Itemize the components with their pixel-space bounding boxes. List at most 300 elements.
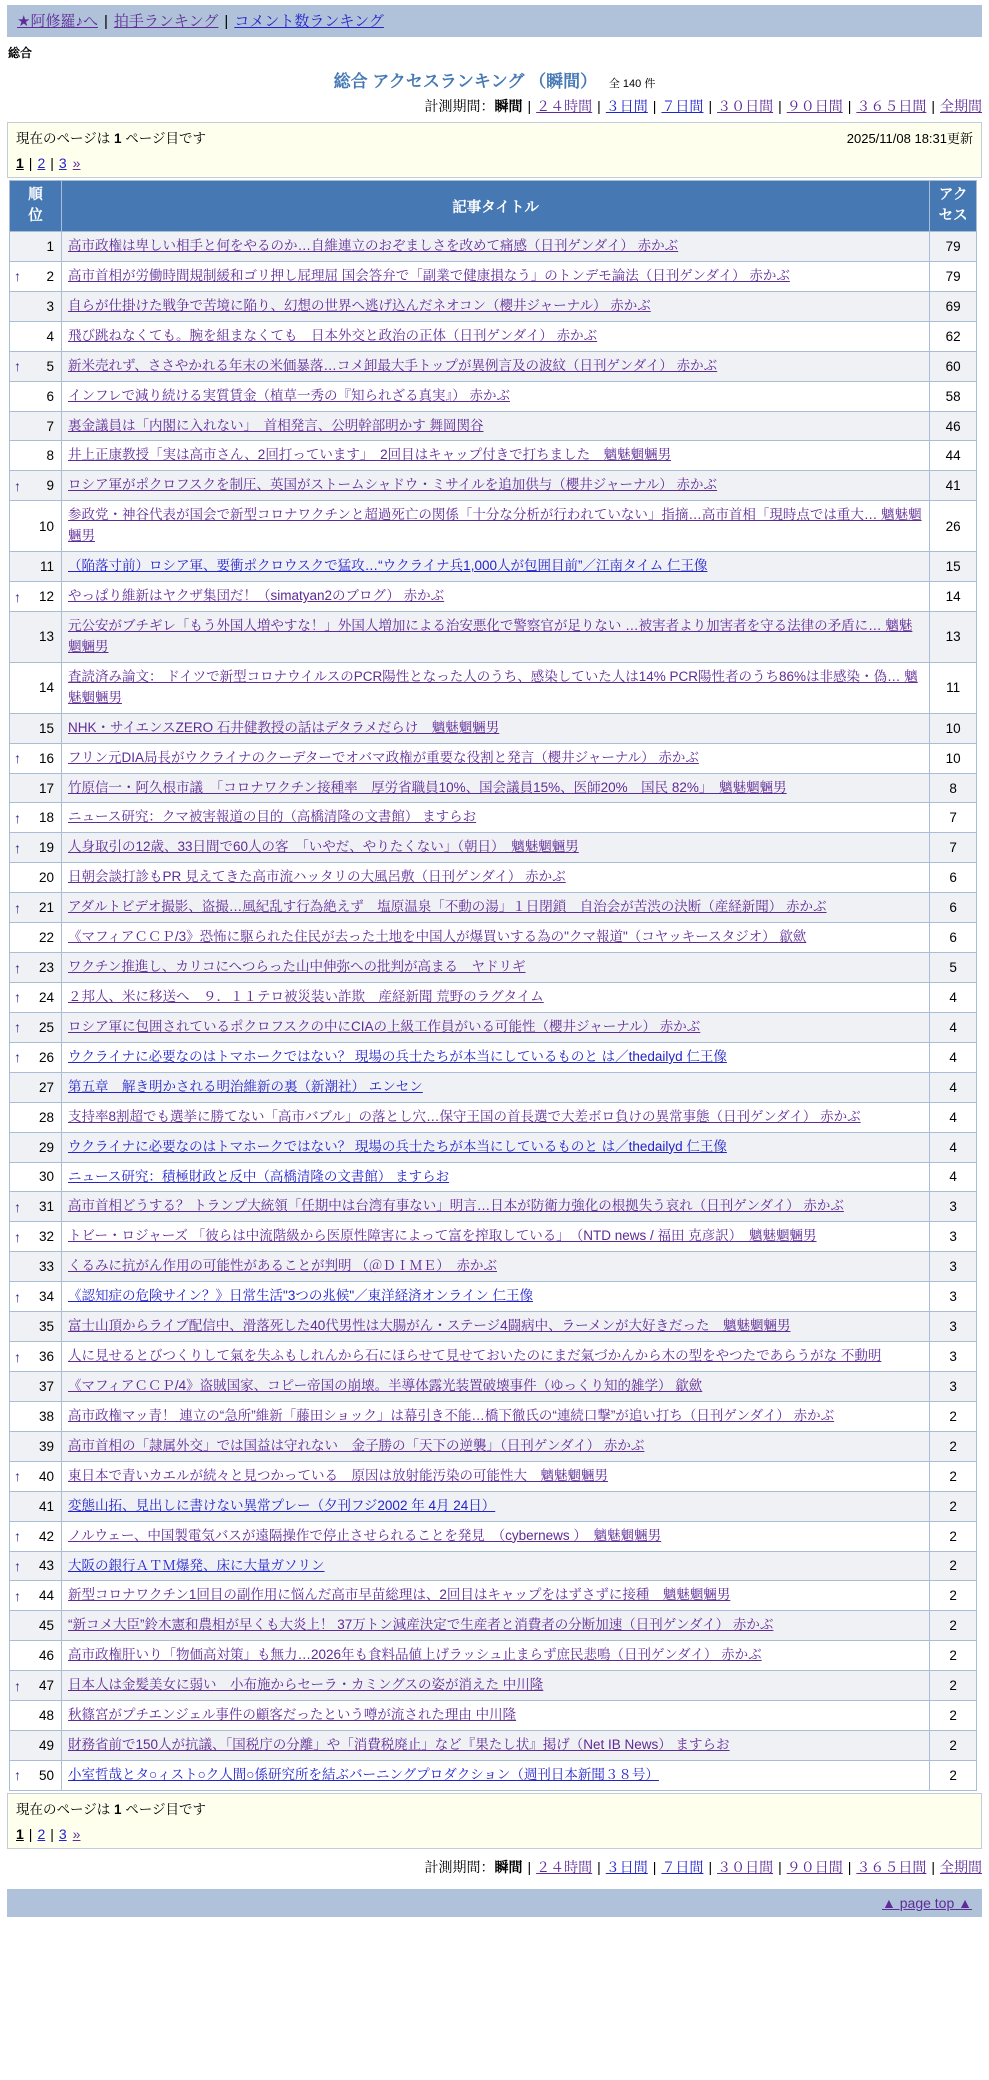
access-count: 62 xyxy=(930,321,977,351)
rank-cell xyxy=(10,501,62,552)
article-title-cell xyxy=(62,261,930,291)
article-title-cell xyxy=(62,1222,930,1252)
rank-cell xyxy=(10,1521,62,1551)
article-title-cell xyxy=(62,1401,930,1431)
access-count: 11 xyxy=(930,662,977,713)
table-row xyxy=(10,1671,977,1701)
rank-up-icon: ↑ xyxy=(14,1198,21,1215)
pagination-page-link[interactable]: 2 xyxy=(37,1825,46,1842)
article-link[interactable]: NHK・サイエンスZERO 石井健教授の話はデタラメだらけ 魑魅魍魎男 xyxy=(68,719,500,735)
rank-up-icon: ↑ xyxy=(14,477,21,494)
separator: | xyxy=(847,98,852,114)
article-title-cell xyxy=(62,1581,930,1611)
article-link[interactable]: ノルウェー、中国製電気バスが遠隔操作で停止させられることを発見 （cybernews ） 魑魅魍魎男 xyxy=(68,1527,662,1543)
top-link-comment-ranking[interactable]: コメント数ランキング xyxy=(234,13,384,30)
pagination-current-page[interactable]: 1 xyxy=(16,1825,24,1842)
rank-number: 38 xyxy=(38,1408,54,1424)
pagination-page-link[interactable]: 3 xyxy=(58,1825,67,1842)
rank-cell xyxy=(10,1641,62,1671)
article-link[interactable]: 第五章 解き明かされる明治維新の裏（新潮社） エンセン xyxy=(68,1078,423,1094)
rank-cell xyxy=(10,441,62,471)
rank-number: 31 xyxy=(38,1199,54,1215)
separator: | xyxy=(527,98,532,114)
rank-cell xyxy=(10,1162,62,1192)
access-count: 3 xyxy=(930,1222,977,1252)
article-title-cell xyxy=(62,1461,930,1491)
article-title-cell xyxy=(62,1162,930,1192)
rank-cell xyxy=(10,1371,62,1401)
access-count: 13 xyxy=(930,612,977,663)
article-link[interactable]: 元公安がブチギレ「もう外国人増やすな！」外国人増加による治安悪化で警察官が足りない …被害者より加害者を守る法律の矛盾に… 魑魅魍魎男 xyxy=(68,618,913,654)
rank-cell xyxy=(10,261,62,291)
rank-number: 44 xyxy=(38,1588,54,1604)
rank-cell xyxy=(10,1342,62,1372)
rank-number: 15 xyxy=(38,720,54,736)
access-count: 2 xyxy=(930,1671,977,1701)
rank-cell xyxy=(10,351,62,381)
table-row xyxy=(10,713,977,743)
rank-number: 49 xyxy=(38,1738,54,1753)
article-link[interactable]: 秋篠宮がプチエンジェル事件の顧客だったという噂が流された理由 中川隆 xyxy=(68,1707,517,1723)
table-row xyxy=(10,1701,977,1731)
access-count: 2 xyxy=(930,1551,977,1581)
access-count: 8 xyxy=(930,773,977,803)
separator: | xyxy=(652,1858,657,1875)
article-link[interactable]: 《マフィアＣＣＰ/4》盗賊国家、コピー帝国の崩壊。半導体露光装置破壊事件（ゆっくり知的雑学） 歙歛 xyxy=(68,1377,703,1393)
rank-up-icon: ↑ xyxy=(14,959,21,976)
rank-number: 19 xyxy=(38,840,54,856)
period-nav-label: 計測期間： xyxy=(424,98,495,114)
article-link[interactable]: 高市首相が労働時間規制緩和ゴリ押し屁理屈 国会答弁で「副業で健康損なう」のトンデモ論法（日刊ゲンダイ） 赤かぶ xyxy=(68,267,790,283)
article-title-cell xyxy=(62,1431,930,1461)
article-link[interactable]: 参政党・神谷代表が国会で新型コロナワクチンと超過死亡の関係「十分な分析が行われていない」指摘…高市首相「現時点では重大… 魑魅魍魎男 xyxy=(68,507,922,544)
table-row xyxy=(10,441,977,471)
rank-cell xyxy=(10,582,62,612)
article-title-cell xyxy=(62,411,930,441)
pagination-page-link[interactable]: 2 xyxy=(37,155,46,171)
period-nav-bottom xyxy=(7,1857,982,1877)
rank-number: 41 xyxy=(38,1498,54,1514)
page-title: 総合 アクセスランキング （瞬間） xyxy=(333,72,598,91)
article-title-cell xyxy=(62,291,930,321)
article-link[interactable]: 高市政権肝いり「物価高対策」も無力…2026年も食料品値上げラッシュ止まらず庶民悲鳴（日刊ゲンダイ） 赤かぶ xyxy=(68,1647,762,1663)
table-row xyxy=(10,1072,977,1102)
access-count: 46 xyxy=(930,411,977,441)
rank-cell xyxy=(10,1222,62,1252)
rank-number: 17 xyxy=(38,780,54,796)
rank-cell xyxy=(10,1760,62,1790)
rank-up-icon: ↑ xyxy=(14,1468,21,1485)
rank-up-icon: ↑ xyxy=(14,809,21,826)
table-row xyxy=(10,863,977,893)
rank-cell xyxy=(10,983,62,1013)
article-link[interactable]: 支持率8割超でも選挙に勝てない「高市バブル」の落とし穴…保守王国の首長選で大差ボロ負けの異常事態（日刊ゲンダイ） 赤かぶ xyxy=(68,1108,861,1124)
article-link[interactable]: くるみに抗がん作用の可能性があることが判明 （＠ＤＩＭＥ） 赤かぶ xyxy=(68,1258,497,1274)
period-link[interactable]: ３日間 xyxy=(605,1858,648,1875)
rank-cell xyxy=(10,552,62,582)
access-count: 4 xyxy=(930,983,977,1013)
separator: | xyxy=(50,1825,54,1842)
article-title-cell xyxy=(62,1072,930,1102)
article-title-cell xyxy=(62,1731,930,1761)
pagination-next-link[interactable]: » xyxy=(72,1825,81,1842)
rank-cell xyxy=(10,381,62,411)
table-row xyxy=(10,773,977,803)
access-count: 3 xyxy=(930,1282,977,1312)
rank-cell xyxy=(10,1701,62,1731)
table-row xyxy=(10,833,977,863)
rank-number: 12 xyxy=(38,589,54,605)
rank-up-icon: ↑ xyxy=(14,899,21,916)
article-link[interactable]: 日朝会談打診もPR 見えてきた高市流ハッタリの大風呂敷（日刊ゲンダイ） 赤かぶ xyxy=(68,869,566,885)
rank-cell xyxy=(10,713,62,743)
article-link[interactable]: 人に見せるとびつくりして氣を失ふもしれんから石にほらせて見せておいたのにまだ氣づかんから木の型をやつたであらうがな 不動明 xyxy=(68,1348,882,1364)
rank-up-icon: ↑ xyxy=(14,750,21,767)
article-title-cell xyxy=(62,1641,930,1671)
rank-number: 35 xyxy=(38,1319,54,1335)
article-title-cell xyxy=(62,582,930,612)
pagination-top xyxy=(16,155,973,171)
article-link[interactable]: 日本人は金髪美女に弱い＿小布施からセーラ・カミングスの姿が消えた 中川隆 xyxy=(68,1677,544,1693)
article-title-cell xyxy=(62,471,930,501)
access-count: 10 xyxy=(930,713,977,743)
period-nav-label: 計測期間： xyxy=(424,1858,495,1875)
article-title-cell xyxy=(62,232,930,262)
article-title-cell xyxy=(62,351,930,381)
table-row xyxy=(10,232,977,262)
article-link[interactable]: 自らが仕掛けた戦争で苦境に陥り、幻想の世界へ逃げ込んだネオコン（櫻井ジャーナル） 赤かぶ xyxy=(68,297,651,313)
access-count: 2 xyxy=(930,1581,977,1611)
rank-up-icon: ↑ xyxy=(14,989,21,1006)
access-count: 2 xyxy=(930,1611,977,1641)
pagination-page-link[interactable]: 3 xyxy=(58,155,67,171)
rank-number: 4 xyxy=(46,328,54,344)
period-link[interactable]: ２４時間 xyxy=(536,1858,593,1875)
access-count: 4 xyxy=(930,1162,977,1192)
table-row xyxy=(10,381,977,411)
period-link[interactable]: ３０日間 xyxy=(717,1858,774,1875)
article-link[interactable]: ニュース研究：積極財政と反中（高橋清隆の文書館） ますらお xyxy=(68,1168,450,1184)
rank-cell xyxy=(10,893,62,923)
article-title-cell xyxy=(62,1132,930,1162)
article-link[interactable]: “新コメ大臣”鈴木憲和農相が早くも大炎上！ 37万トン減産決定で生産者と消費者の分断加速（日刊ゲンダイ） 赤かぶ xyxy=(68,1617,774,1633)
rank-number: 5 xyxy=(46,358,54,374)
article-link[interactable]: 大阪の銀行ＡＴＭ爆発、床に大量ガソリン xyxy=(68,1557,325,1573)
article-link[interactable]: 竹原信一・阿久根市議 「コロナワクチン接種率 厚労省職員10%、国会議員15%、医師20% 国民 82%」 魑魅魍魎男 xyxy=(68,779,787,795)
article-link[interactable]: ロシア軍がポクロフスクを制圧、英国がストームシャドウ・ミサイルを追加供与（櫻井ジャーナル） 赤かぶ xyxy=(68,477,718,493)
table-row xyxy=(10,1551,977,1581)
article-title-cell xyxy=(62,612,930,663)
rank-number: 7 xyxy=(46,418,54,434)
top-nav-bar xyxy=(7,5,982,37)
rank-number: 18 xyxy=(38,810,54,826)
pagination-next-link[interactable]: » xyxy=(72,155,81,171)
rank-cell xyxy=(10,1132,62,1162)
separator: | xyxy=(28,1825,33,1842)
article-title-cell xyxy=(62,1102,930,1132)
article-link[interactable]: ワクチン推進し、カリコにへつらった山中伸弥への批判が高まる ヤドリギ xyxy=(68,959,526,975)
rank-number: 9 xyxy=(46,478,54,494)
access-count: 2 xyxy=(930,1641,977,1671)
rank-number: 20 xyxy=(38,870,54,886)
rank-number: 21 xyxy=(38,900,54,916)
article-title-cell xyxy=(62,1521,930,1551)
table-row xyxy=(10,612,977,663)
article-title-cell xyxy=(62,833,930,863)
rank-number: 28 xyxy=(38,1109,54,1125)
access-count: 2 xyxy=(930,1701,977,1731)
table-row xyxy=(10,1581,977,1611)
separator: | xyxy=(778,1858,782,1875)
table-row xyxy=(10,1611,977,1641)
rank-number: 42 xyxy=(38,1528,54,1544)
table-row xyxy=(10,743,977,773)
rank-up-icon: ↑ xyxy=(14,1767,21,1784)
rank-number: 45 xyxy=(38,1618,54,1634)
period-link[interactable]: ３６５日間 xyxy=(856,98,927,114)
period-current: 瞬間 xyxy=(494,98,523,114)
period-nav-top xyxy=(7,96,982,116)
article-link[interactable]: インフレで減り続ける実質賃金（植草一秀の『知られざる真実』） 赤かぶ xyxy=(68,387,510,403)
access-count: 2 xyxy=(930,1401,977,1431)
table-row xyxy=(10,1102,977,1132)
rank-number: 6 xyxy=(46,388,54,404)
article-title-cell xyxy=(62,863,930,893)
access-count: 4 xyxy=(930,1042,977,1072)
rank-number: 14 xyxy=(38,680,54,696)
rank-up-icon: ↑ xyxy=(14,1228,21,1245)
article-title-cell xyxy=(62,1491,930,1521)
separator: | xyxy=(28,155,33,171)
access-count: 26 xyxy=(930,501,977,552)
article-link[interactable]: 財務省前で150人が抗議、「国税庁の分離」や「消費税廃止」など『果たし状』掲げ（Net IB News） ますらお xyxy=(68,1737,730,1753)
access-count: 3 xyxy=(930,1192,977,1222)
table-row xyxy=(10,983,977,1013)
period-link[interactable]: ９０日間 xyxy=(786,98,843,114)
article-link[interactable]: アダルトビデオ撮影、盗撮…風紀乱す行為絶えず 塩原温泉「不動の湯」１日閉鎖 自治会が苦渋の決断（産経新聞） 赤かぶ xyxy=(68,899,827,915)
rank-cell xyxy=(10,863,62,893)
article-title-cell xyxy=(62,1312,930,1342)
table-row xyxy=(10,803,977,833)
table-row xyxy=(10,1431,977,1461)
rank-cell xyxy=(10,1192,62,1222)
rank-cell xyxy=(10,1252,62,1282)
rank-cell xyxy=(10,1431,62,1461)
top-link-home[interactable]: ★阿修羅♪へ xyxy=(17,13,98,30)
article-link[interactable]: 小室哲哉とタ○ィスト○ク人間○係研究所を結ぶバーニングプロダクション（週刊日本新聞３８号） xyxy=(68,1766,659,1782)
rank-up-icon: ↑ xyxy=(14,1677,21,1694)
article-link[interactable]: 《認知症の危険サイン？》日常生活"3つの兆候"／東洋経済オンライン 仁王像 xyxy=(68,1288,533,1304)
period-link[interactable]: ９０日間 xyxy=(786,1858,843,1875)
page-info-bar-top xyxy=(7,122,982,178)
article-title-cell xyxy=(62,321,930,351)
period-link[interactable]: ２４時間 xyxy=(536,98,593,114)
table-row xyxy=(10,1282,977,1312)
rank-up-icon: ↑ xyxy=(14,1557,21,1574)
rank-number: 3 xyxy=(46,298,54,314)
separator: | xyxy=(652,98,657,114)
access-count: 6 xyxy=(930,863,977,893)
article-title-cell xyxy=(62,501,930,552)
article-title-cell xyxy=(62,1282,930,1312)
separator: | xyxy=(847,1858,852,1875)
article-link[interactable]: 新米売れず、ささやかれる年末の米価暴落…コメ卸最大手トップが異例言及の波紋（日刊ゲンダイ） 赤かぶ xyxy=(68,357,718,373)
rank-cell xyxy=(10,662,62,713)
separator: | xyxy=(527,1858,532,1875)
access-count: 7 xyxy=(930,803,977,833)
separator: | xyxy=(931,98,935,114)
article-title-cell xyxy=(62,893,930,923)
article-link[interactable]: 裏金議員は「内閣に入れない」 首相発言、公明幹部明かす 舞岡関谷 xyxy=(68,417,484,433)
separator: | xyxy=(103,13,108,30)
separator: | xyxy=(778,98,782,114)
table-row xyxy=(10,411,977,441)
rank-number: 48 xyxy=(38,1708,54,1724)
table-row xyxy=(10,1042,977,1072)
article-link[interactable]: フリン元DIA局長がウクライナのクーデターでオバマ政権が重要な役割と発言（櫻井ジャーナル） 赤かぶ xyxy=(68,749,699,765)
access-count: 14 xyxy=(930,582,977,612)
period-link[interactable]: ７日間 xyxy=(661,98,704,114)
article-title-cell xyxy=(62,662,930,713)
current-page-text: 現在のページは 1 ページ目です xyxy=(16,131,207,146)
rank-up-icon: ↑ xyxy=(14,1528,21,1545)
access-count: 6 xyxy=(930,893,977,923)
rank-up-icon: ↑ xyxy=(14,358,21,375)
article-link[interactable]: やっぱり維新はヤクザ集団だ！（simatyan2のブログ） 赤かぶ xyxy=(68,588,445,604)
article-link[interactable]: 査読済み論文： ドイツで新型コロナウイルスのPCR陽性となった人のうち、感染していた人は14% PCR陽性者のうち86%は非感染・偽… 魑魅魍魎男 xyxy=(68,668,918,705)
article-link[interactable]: 人身取引の12歳、33日間で60人の客 「いやだ、やりたくない」（朝日） 魑魅魍魎男 xyxy=(68,839,579,855)
rank-number: 1 xyxy=(46,238,54,254)
table-row xyxy=(10,261,977,291)
article-link[interactable]: ウクライナに必要なのはトマホークではない？ 現場の兵士たちが本当にしているものと は／thedailyd 仁王像 xyxy=(68,1138,727,1154)
rank-number: 16 xyxy=(38,750,54,766)
rank-up-icon: ↑ xyxy=(14,1288,21,1305)
rank-up-icon: ↑ xyxy=(14,1019,21,1036)
article-link[interactable]: 高市首相どうする？ トランプ大統領「任期中は台湾有事ない」明言…日本が防衛力強化の根拠失う哀れ（日刊ゲンダイ） 赤かぶ xyxy=(68,1198,844,1214)
table-row xyxy=(10,501,977,552)
rank-up-icon: ↑ xyxy=(14,588,21,605)
period-link[interactable]: 全期間 xyxy=(940,98,982,114)
separator: | xyxy=(224,13,229,30)
article-link[interactable]: 高市首相の「隷属外交」では国益は守れない 金子勝の「天下の逆襲」（日刊ゲンダイ） 赤かぶ xyxy=(68,1437,645,1453)
article-link[interactable]: ウクライナに必要なのはトマホークではない？ 現場の兵士たちが本当にしているものと は／thedailyd 仁王像 xyxy=(68,1048,727,1064)
access-count: 15 xyxy=(930,552,977,582)
table-row xyxy=(10,471,977,501)
article-title-cell xyxy=(62,773,930,803)
rank-cell xyxy=(10,411,62,441)
ranking-table-body xyxy=(10,232,977,1791)
article-link[interactable]: ２邦人、米に移送へ ９．１１テロ被災装い詐欺 産経新聞 荒野のラグタイム xyxy=(68,989,544,1004)
rank-number: 23 xyxy=(38,960,54,976)
article-link[interactable]: 変態山拓、見出しに書けない異常プレー（夕刊フジ2002 年 4月 24日） xyxy=(68,1497,496,1513)
ranking-table xyxy=(9,180,977,1791)
table-row xyxy=(10,552,977,582)
period-link[interactable]: ３６５日間 xyxy=(856,1858,927,1875)
article-link[interactable]: 井上正康教授「実は高市さん、2回打っています」 2回目はキャップ付きで打ちました 魑魅魍魎男 xyxy=(68,447,672,463)
table-row xyxy=(10,1192,977,1222)
access-count: 10 xyxy=(930,743,977,773)
article-link[interactable]: 高市政権マッ青！ 連立の“急所”維新「藤田ショック」は幕引き不能…橋下徹氏の“連続口撃”が追い打ち（日刊ゲンダイ） 赤かぶ xyxy=(68,1407,835,1423)
access-count: 44 xyxy=(930,441,977,471)
rank-cell xyxy=(10,612,62,663)
article-link[interactable]: ニュース研究：クマ被害報道の目的（高橋清隆の文書館） ますらお xyxy=(68,809,477,825)
access-count: 2 xyxy=(930,1461,977,1491)
table-row xyxy=(10,1132,977,1162)
rank-number: 29 xyxy=(38,1139,54,1155)
table-row xyxy=(10,1731,977,1761)
rank-cell xyxy=(10,291,62,321)
current-page-text: 現在のページは 1 ページ目です xyxy=(16,1801,207,1817)
table-row xyxy=(10,953,977,983)
separator: | xyxy=(597,1858,601,1875)
page-top-link[interactable]: ▲ page top ▲ xyxy=(882,1894,972,1911)
access-count: 4 xyxy=(930,1102,977,1132)
article-link[interactable]: （陥落寸前）ロシア軍、要衝ポクロウスクで猛攻…“ウクライナ兵1,000人が包囲目前”／江南タイム 仁王像 xyxy=(68,558,708,574)
access-count: 2 xyxy=(930,1521,977,1551)
article-link[interactable]: 高市政権は卑しい相手と何をやるのか…自維連立のおぞましさを改めて痛感（日刊ゲンダイ） 赤かぶ xyxy=(68,238,679,254)
total-count: 全 140 件 xyxy=(608,78,656,90)
article-link[interactable]: 東日本で青いカエルが続々と見つかっている 原因は放射能汚染の可能性大 魑魅魍魎男 xyxy=(68,1467,608,1483)
article-title-cell xyxy=(62,1042,930,1072)
rank-cell xyxy=(10,1312,62,1342)
period-link[interactable]: ７日間 xyxy=(661,1858,704,1875)
period-link[interactable]: 全期間 xyxy=(940,1858,982,1875)
table-row xyxy=(10,1491,977,1521)
access-count: 6 xyxy=(930,923,977,953)
article-link[interactable]: 《マフィアＣＣＰ/3》恐怖に駆られた住民が去った土地を中国人が爆買いする為の"クマ報道"（コヤッキースタジオ） 歙歛 xyxy=(68,929,807,945)
article-title-cell xyxy=(62,953,930,983)
rank-cell xyxy=(10,1671,62,1701)
period-link[interactable]: ３日間 xyxy=(605,98,648,114)
separator: | xyxy=(50,155,54,171)
article-link[interactable]: 飛び跳ねなくても。腕を組まなくても 日本外交と政治の正体（日刊ゲンダイ） 赤かぶ xyxy=(68,327,598,343)
rank-cell xyxy=(10,833,62,863)
top-link-clap-ranking[interactable]: 拍手ランキング xyxy=(113,13,219,30)
table-row xyxy=(10,291,977,321)
article-link[interactable]: 富士山頂からライブ配信中、滑落死した40代男性は大腸がん・ステージ4闘病中、ラーメンが大好きだった 魑魅魍魎男 xyxy=(68,1318,791,1334)
rank-number: 27 xyxy=(38,1079,54,1095)
table-row xyxy=(10,923,977,953)
article-title-cell xyxy=(62,803,930,833)
table-row xyxy=(10,1222,977,1252)
article-title-cell xyxy=(62,1671,930,1701)
article-title-cell xyxy=(62,1551,930,1581)
pagination-current-page[interactable]: 1 xyxy=(16,155,24,171)
rank-number: 32 xyxy=(38,1229,54,1245)
access-count: 4 xyxy=(930,1012,977,1042)
table-row xyxy=(10,1401,977,1431)
rank-number: 8 xyxy=(46,448,54,464)
rank-cell xyxy=(10,953,62,983)
article-link[interactable]: トビー・ロジャーズ 「彼らは中流階級から医原性障害によって富を搾取している」 （NTD news / 福田 克彦訳） 魑魅魍魎男 xyxy=(68,1228,817,1244)
rank-cell xyxy=(10,1581,62,1611)
article-link[interactable]: ロシア軍に包囲されているポクロフスクの中にCIAの上級工作員がいる可能性（櫻井ジャーナル） 赤かぶ xyxy=(68,1018,701,1034)
table-row xyxy=(10,1760,977,1790)
rank-number: 13 xyxy=(38,629,54,645)
access-count: 69 xyxy=(930,291,977,321)
access-count: 79 xyxy=(930,261,977,291)
period-link[interactable]: ３０日間 xyxy=(717,98,774,114)
rank-cell xyxy=(10,743,62,773)
rank-number: 43 xyxy=(38,1558,54,1574)
page-top-bar xyxy=(7,1889,982,1917)
article-link[interactable]: 新型コロナワクチン1回目の副作用に悩んだ高市早苗総理は、2回目はキャップをはずさずに接種 魑魅魍魎男 xyxy=(68,1587,731,1603)
table-row xyxy=(10,351,977,381)
rank-number: 2 xyxy=(46,268,54,284)
rank-number: 46 xyxy=(38,1648,54,1664)
access-count: 3 xyxy=(930,1252,977,1282)
rank-number: 37 xyxy=(38,1378,54,1394)
